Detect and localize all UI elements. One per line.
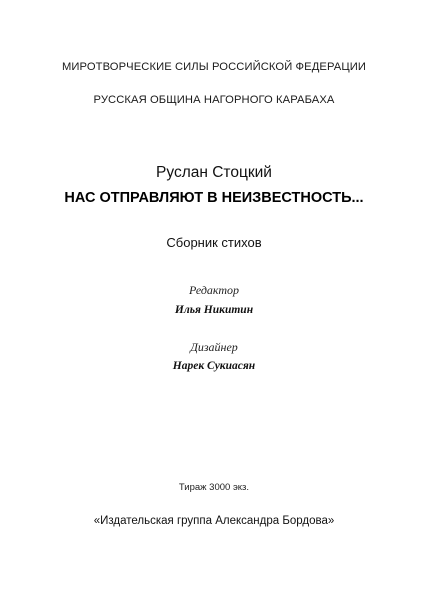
designer-name: Нарек Сукиасян bbox=[172, 360, 256, 372]
print-run: Тираж 3000 экз. bbox=[178, 482, 250, 493]
organization-line-1: МИРОТВОРЧЕСКИЕ СИЛЫ РОССИЙСКОЙ ФЕДЕРАЦИИ bbox=[62, 61, 366, 73]
editor-name: Илья Никитин bbox=[174, 304, 254, 316]
publisher: «Издательская группа Александра Бордова» bbox=[93, 515, 335, 527]
book-subtitle: Сборник стихов bbox=[166, 235, 262, 250]
organization-line-2: РУССКАЯ ОБЩИНА НАГОРНОГО КАРАБАХА bbox=[93, 94, 335, 106]
book-title: НАС ОТПРАВЛЯЮТ В НЕИЗВЕСТНОСТЬ... bbox=[64, 190, 364, 206]
designer-label: Дизайнер bbox=[190, 340, 238, 354]
editor-label: Редактор bbox=[188, 283, 240, 297]
author-name: Руслан Стоцкий bbox=[156, 164, 272, 181]
